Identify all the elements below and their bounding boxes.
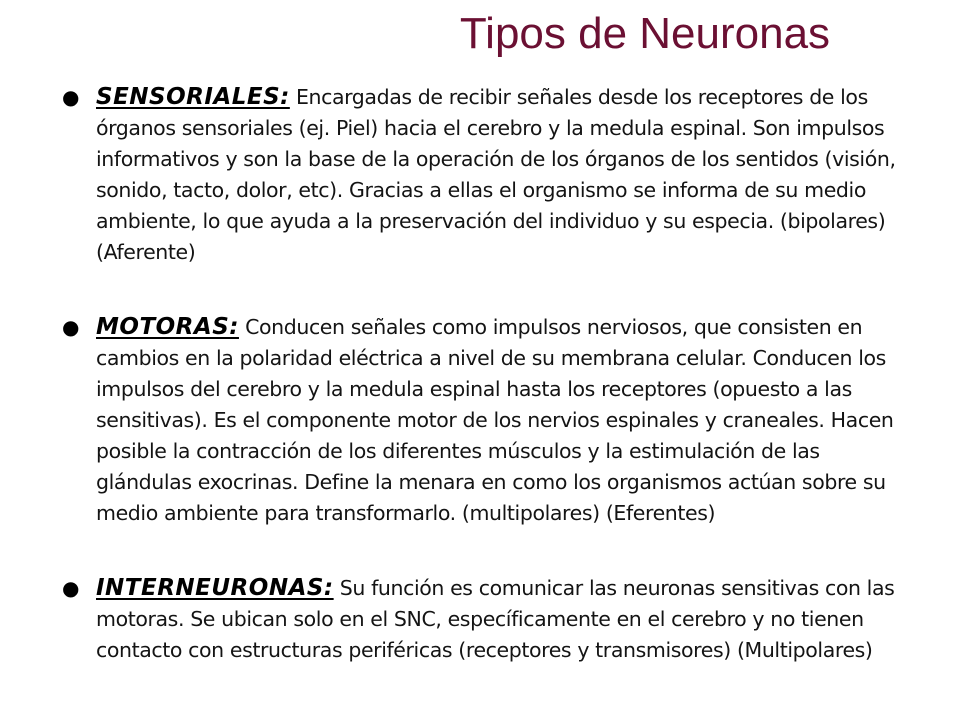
bullet-term: INTERNEURONAS: [96,575,334,601]
bullet-item-motoras [62,312,916,529]
bullet-text: Su función es comunicar las neuronas sensitivas con las motoras. Se ubican solo en el SNC, específicamente en el cerebro y no tienen contacto con estructuras periféricas (receptores y transmisores) (Multipolares) [96,576,895,662]
bullet-text: Encargadas de recibir señales desde los receptores de los órganos sensoriales (ej. Piel) hacia el cerebro y la medula espinal. Son impulsos informativos y son la base de la operación de los órganos de los sentidos (visión, sonido, tacto, dolor, etc). Gracias a ellas el organismo se informa de su medio ambiente, lo que ayuda a la preservación del individuo y su especia. (bipolares) (Aferente) [96,85,896,264]
slide-title: Tipos de Neuronas [459,9,831,58]
bullet-item-sensoriales [62,82,916,268]
bullet-dot-icon: ● [62,85,80,109]
bullet-text: Conducen señales como impulsos nerviosos, que consisten en cambios en la polaridad eléctrica a nivel de su membrana celular. Conducen los impulsos del cerebro y la medula espinal hasta los receptores (opuesto a las sensitivas). Es el componente motor de los nervios espinales y craneales. Hacen posible la contracción de los diferentes músculos y la estimulación de las glándulas exocrinas. Define la menara en como los organismos actúan sobre su medio ambiente para transformarlo. (multipolares) (Eferentes) [96,315,894,525]
bullet-list [62,82,916,710]
bullet-item-interneuronas [62,573,916,666]
bullet-term: MOTORAS: [96,314,239,340]
bullet-dot-icon: ● [62,576,80,600]
bullet-term: SENSORIALES: [96,84,290,110]
bullet-dot-icon: ● [62,315,80,339]
